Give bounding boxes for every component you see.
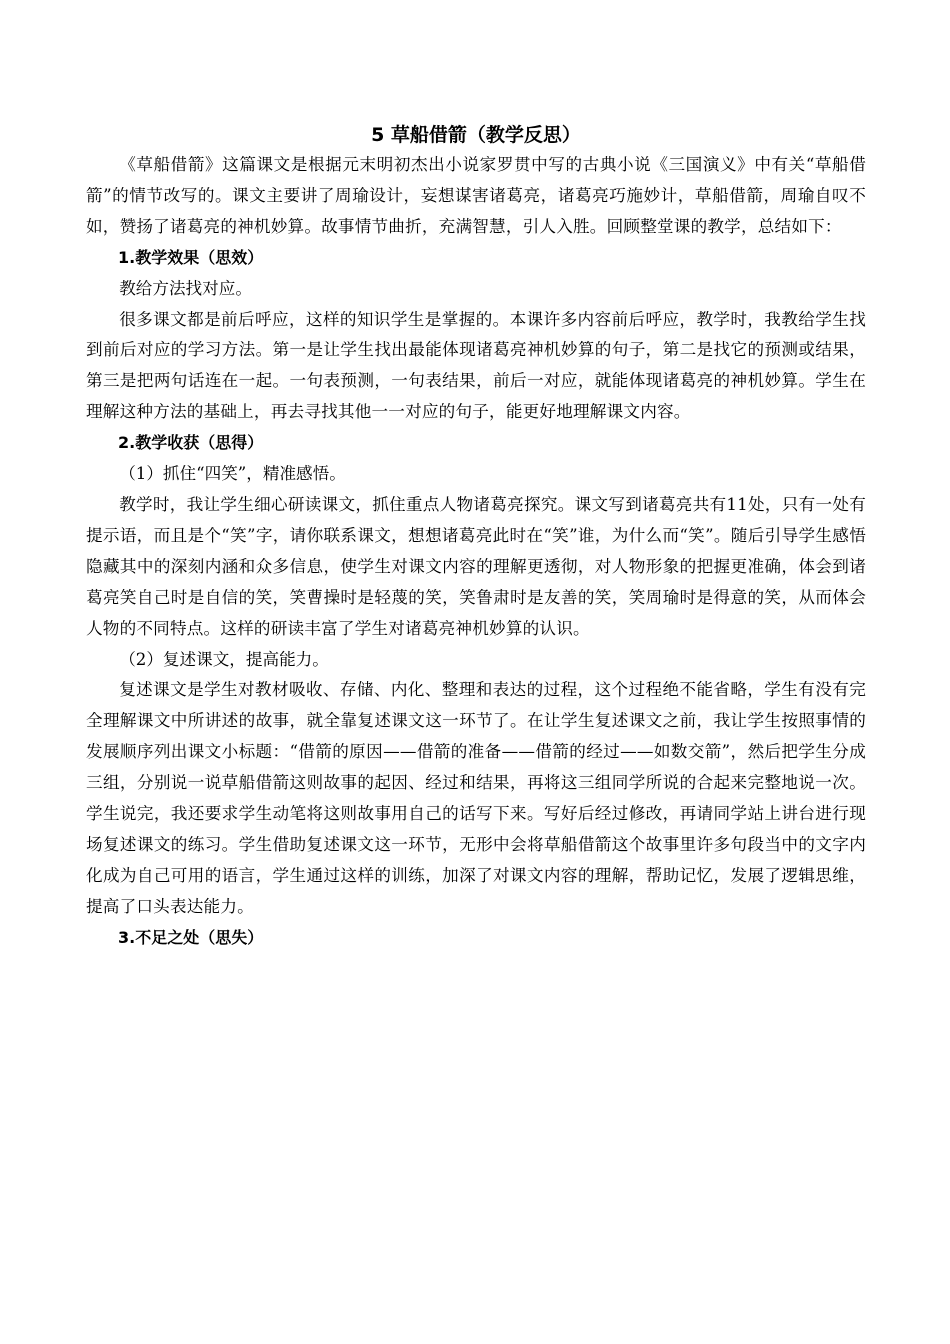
section-1-heading: 1.教学效果（思效）	[118, 247, 264, 267]
section-2-point-1-paragraph: 教学时，我让学生细心研读课文，抓住重点人物诸葛亮探究。课文写到诸葛亮共有11处，只有一处有提示语，而且是个“笑”字，请你联系课文，想想诸葛亮此时在“笑”谁，为什么而“笑”。随后引导学生感悟隐藏其中的深刻内涵和众多信息，使学生对课文内容的理解更透彻，对人物形象的把握更准确，体会到诸葛亮笑自己时是自信的笑，笑曹操时是轻蔑的笑，笑鲁肃时是友善的笑，笑周瑜时是得意的笑，从而体会人物的不同特点。这样的研读丰富了学生对诸葛亮神机妙算的认识。	[86, 494, 866, 638]
page-title: 5 草船借箭（教学反思）	[371, 124, 581, 146]
document-body	[86, 120, 866, 954]
section-2-point-2-paragraph: 复述课文是学生对教材吸收、存储、内化、整理和表达的过程，这个过程绝不能省略，学生有没有完全理解课文中所讲述的故事，就全靠复述课文这一环节了。在让学生复述课文之前，我让学生按照事情的发展顺序列出课文小标题：“借箭的原因——借箭的准备——借箭的经过——如数交箭”，然后把学生分成三组，分别说一说草船借箭这则故事的起因、经过和结果，再将这三组同学所说的合起来完整地说一次。学生说完，我还要求学生动笔将这则故事用自己的话写下来。写好后经过修改，再请同学站上讲台进行现场复述课文的练习。学生借助复述课文这一环节，无形中会将草船借箭这个故事里许多句段当中的文字内化成为自己可用的语言，学生通过这样的训练，加深了对课文内容的理解，帮助记忆，发展了逻辑思维，提高了口头表达能力。	[86, 680, 866, 916]
section-1-subheading: 教给方法找对应。	[119, 278, 252, 298]
intro-paragraph: 《草船借箭》这篇课文是根据元末明初杰出小说家罗贯中写的古典小说《三国演义》中有关“草船借箭”的情节改写的。课文主要讲了周瑜设计，妄想谋害诸葛亮，诸葛亮巧施妙计，草船借箭，周瑜自叹不如，赞扬了诸葛亮的神机妙算。故事情节曲折，充满智慧，引人入胜。回顾整堂课的教学，总结如下：	[86, 155, 866, 236]
section-2-heading: 2.教学收获（思得）	[118, 433, 264, 453]
section-2-point-2-heading: （2）复述课文，提高能力。	[119, 649, 329, 669]
section-1-paragraph: 很多课文都是前后呼应，这样的知识学生是掌握的。本课许多内容前后呼应，教学时，我教给学生找到前后对应的学习方法。第一是让学生找出最能体现诸葛亮神机妙算的句子，第二是找它的预测或结果，第三是把两句话连在一起。一句表预测，一句表结果，前后一对应，就能体现诸葛亮的神机妙算。学生在理解这种方法的基础上，再去寻找其他一一对应的句子，能更好地理解课文内容。	[86, 309, 866, 422]
section-2-point-1-heading: （1）抓住“四笑”，精准感悟。	[119, 464, 346, 484]
section-3-heading: 3.不足之处（思失）	[118, 927, 264, 947]
